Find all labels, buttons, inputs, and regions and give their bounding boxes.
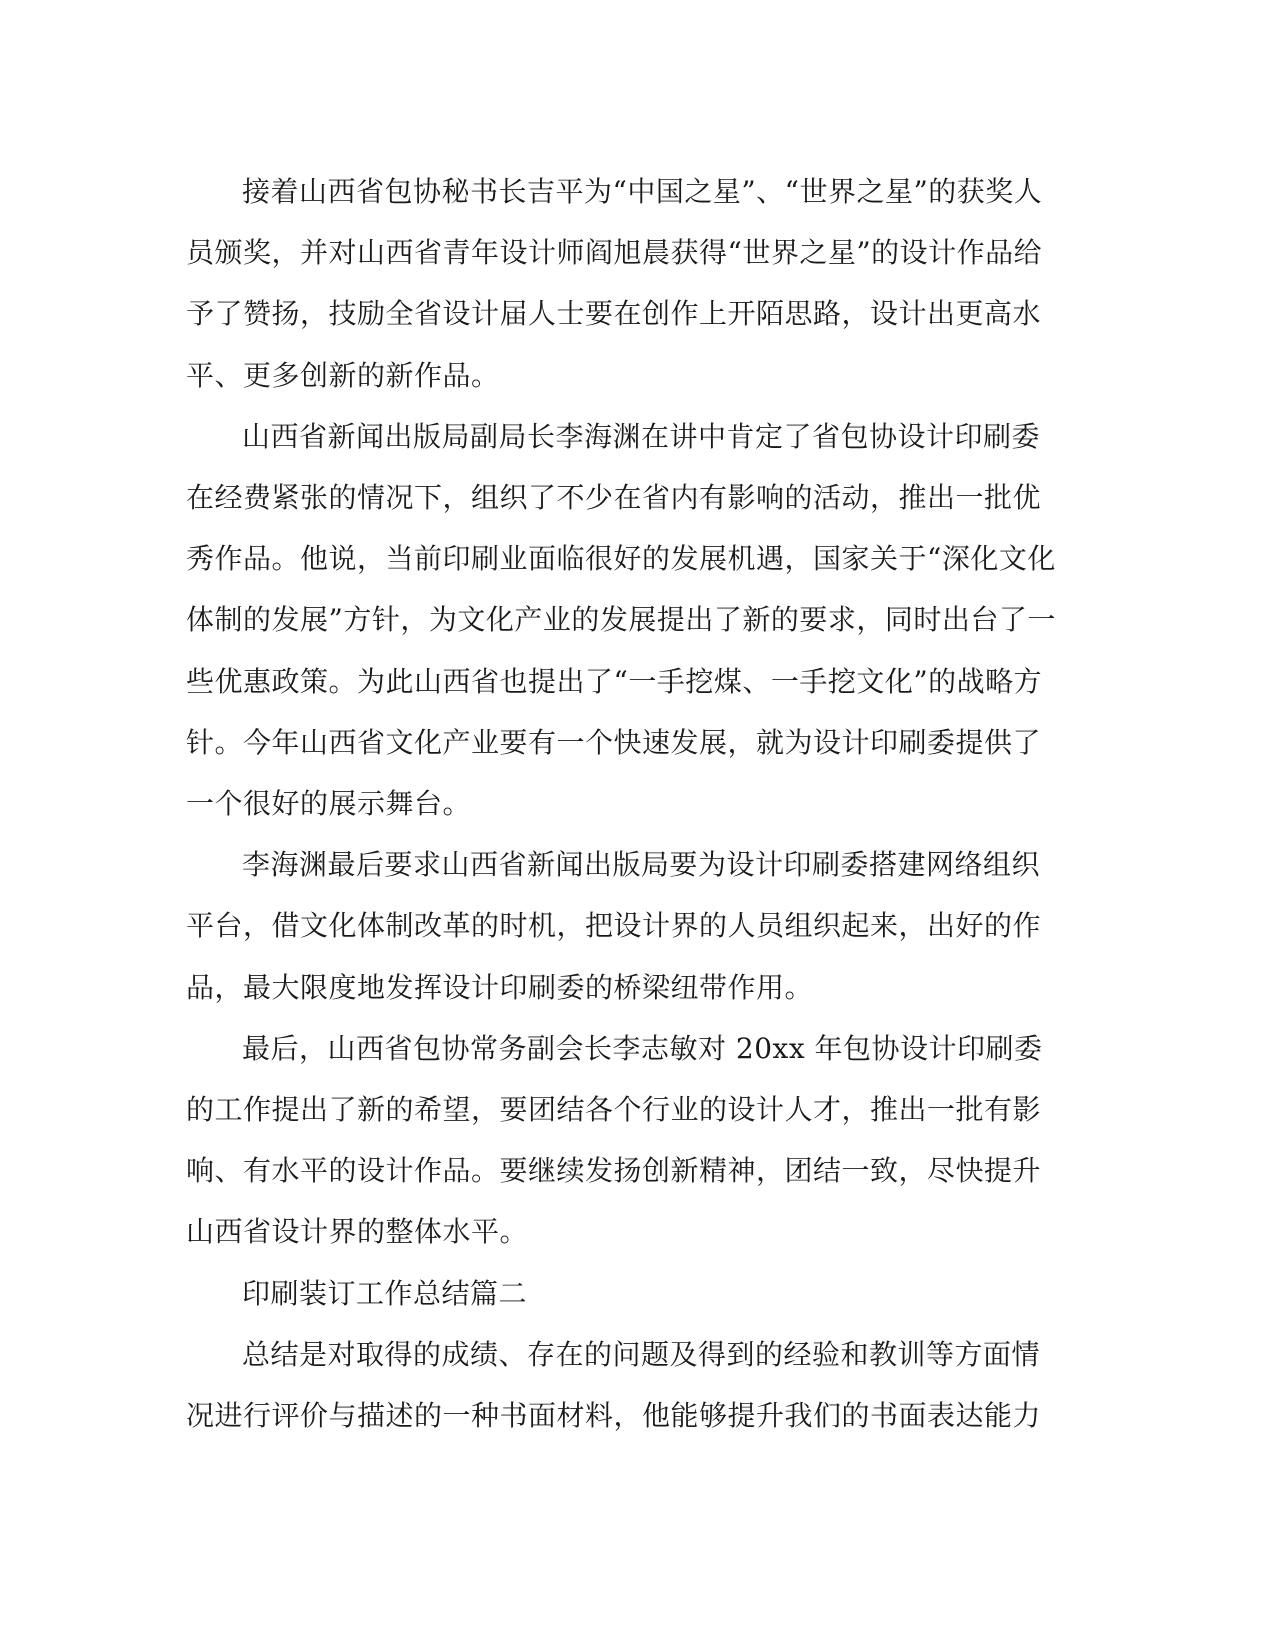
paragraph-deputy-director-speech: 山西省新闻出版局副局长李海渊在讲中肯定了省包协设计印刷委 在经费紧张的情况下，组织了不少在省内有影响的活动，推出一批优 秀作品。他说，当前印刷业面临很好的发展机遇，国家关于“深化文化 体制的发展”方针，为文化产业的发展提出了新的要求，同时出台了一 些优惠政策。为此山西省也提出了“一手挖煤、一手挖文化”的战略方 针。今年山西省文化产业要有一个快速发展，就为设计印刷委提供了 一个很好的展示舞台。 bbox=[186, 419, 1056, 821]
paragraph-network-platform: 李海渊最后要求山西省新闻出版局要为设计印刷委搭建网络组织 平台，借文化体制改革的时机，把设计界的人员组织起来，出好的作 品，最大限度地发挥设计印刷委的桥梁纽带作用。 bbox=[186, 848, 1042, 1004]
paragraph-closing-remarks: 最后，山西省包协常务副会长李志敏对 20xx 年包协设计印刷委 的工作提出了新的希望，要团结各个行业的设计人才，推出一批有影 响、有水平的设计作品。要继续发扬创新精神，团结一致，尽快提升 山西省设计界的整体水平。 bbox=[186, 1031, 1043, 1249]
paragraph-summary-definition: 总结是对取得的成绩、存在的问题及得到的经验和教训等方面情 况进行评价与描述的一种书面材料，他能够提升我们的书面表达能力 bbox=[186, 1337, 1042, 1433]
section-heading: 印刷装订工作总结篇二 bbox=[242, 1276, 528, 1310]
paragraph-award-ceremony: 接着山西省包协秘书长吉平为“中国之星”、“世界之星”的获奖人 员颁奖，并对山西省青年设计师阎旭晨获得“世界之星”的设计作品给 予了赞扬，技励全省设计届人士要在创作上开陌思路，设计出更高水 平、更多创新的新作品。 bbox=[186, 175, 1043, 392]
document-body bbox=[186, 161, 1066, 1446]
